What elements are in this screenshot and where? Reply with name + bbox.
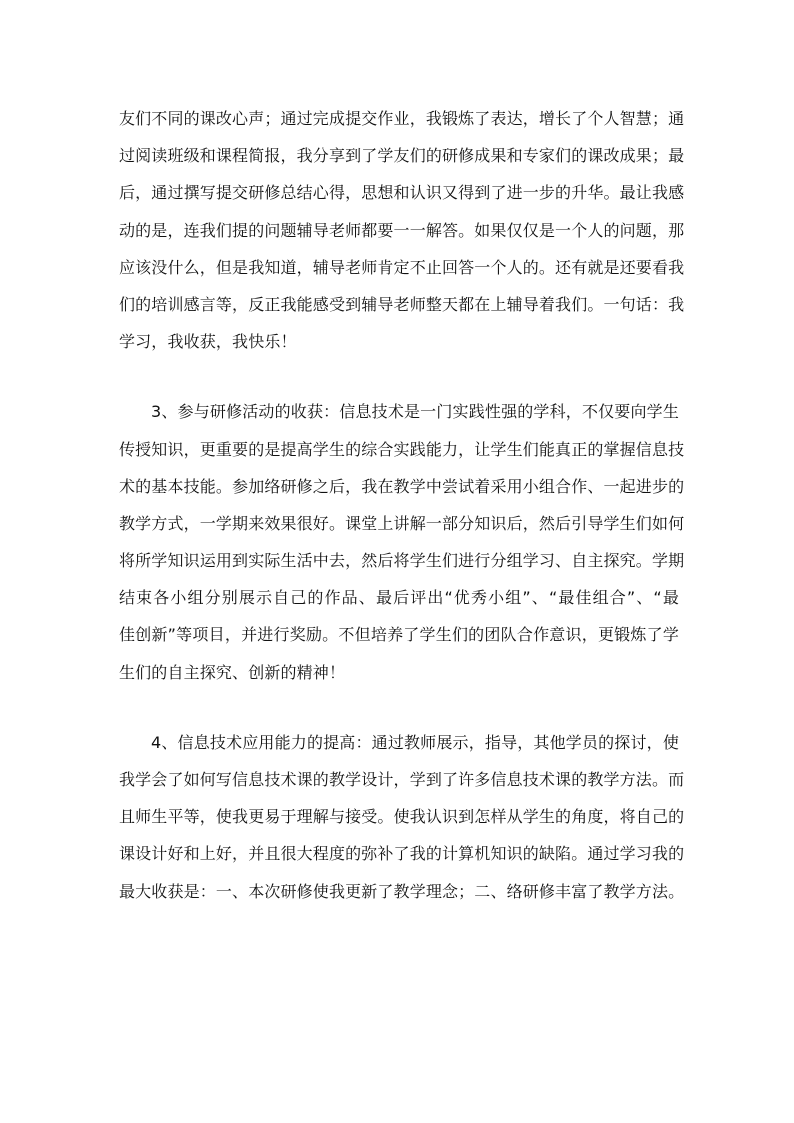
document-body xyxy=(119,104,685,914)
text-line: 术的基本技能。参加络研修之后，我在教学中尝试着采用小组合作、一起进步的 xyxy=(119,476,685,496)
text-line: 3、参与研修活动的收获：信息技术是一门实践性强的学科，不仅要向学生 xyxy=(151,402,679,422)
text-line: 后，通过撰写提交研修总结心得，思想和认识又得到了进一步的升华。最让我感 xyxy=(119,183,685,203)
text-line: 应该没什么，但是我知道，辅导老师肯定不止回答一个人的。还有就是还要看我 xyxy=(119,257,685,277)
text-line: 佳创新”等项目，并进行奖励。不但培养了学生们的团队合作意识，更锻炼了学 xyxy=(119,625,679,645)
text-line: 过阅读班级和课程简报，我分享到了学友们的研修成果和专家们的课改成果；最 xyxy=(119,146,685,166)
text-line: 4、信息技术应用能力的提高：通过教师展示，指导，其他学员的探讨，使 xyxy=(151,732,679,752)
paragraph-2 xyxy=(119,397,685,687)
paragraph-3 xyxy=(119,728,685,907)
text-line: 动的是，连我们提的问题辅导老师都要一一解答。如果仅仅是一个人的问题，那 xyxy=(119,220,685,240)
text-line: 我学会了如何写信息技术课的教学设计，学到了许多信息技术课的教学方法。而 xyxy=(119,770,685,789)
paragraph-1 xyxy=(119,104,685,357)
text-line: 最大收获是：一、本次研修使我更新了教学理念；二、络研修丰富了教学方法。 xyxy=(119,881,685,901)
paragraph-spacer xyxy=(119,695,679,728)
paragraph-spacer xyxy=(119,364,679,397)
text-line: 教学方式，一学期来效果很好。课堂上讲解一部分知识后，然后引导学生们如何 xyxy=(119,513,685,533)
text-line: 将所学知识运用到实际生活中去，然后将学生们进行分组学习、自主探究。学期 xyxy=(119,551,685,571)
text-line: 生们的自主探究、创新的精神！ xyxy=(119,662,346,682)
text-line: 课设计好和上好，并且很大程度的弥补了我的计算机知识的缺陷。通过学习我的 xyxy=(119,844,685,864)
text-line: 友们不同的课改心声；通过完成提交作业，我锻炼了表达，增长了个人智慧；通 xyxy=(119,109,685,128)
text-line: 们的培训感言等，反正我能感受到辅导老师整天都在上辅导着我们。一句话：我 xyxy=(119,294,685,314)
text-line: 传授知识，更重要的是提高学生的综合实践能力，让学生们能真正的掌握信息技 xyxy=(119,439,685,459)
text-line: 结束各小组分别展示自己的作品、最后评出“优秀小组”、“最佳组合”、“最 xyxy=(119,588,679,608)
text-line: 学习，我收获，我快乐！ xyxy=(119,332,297,352)
text-line: 且师生平等，使我更易于理解与接受。使我认识到怎样从学生的角度，将自己的 xyxy=(119,807,685,827)
